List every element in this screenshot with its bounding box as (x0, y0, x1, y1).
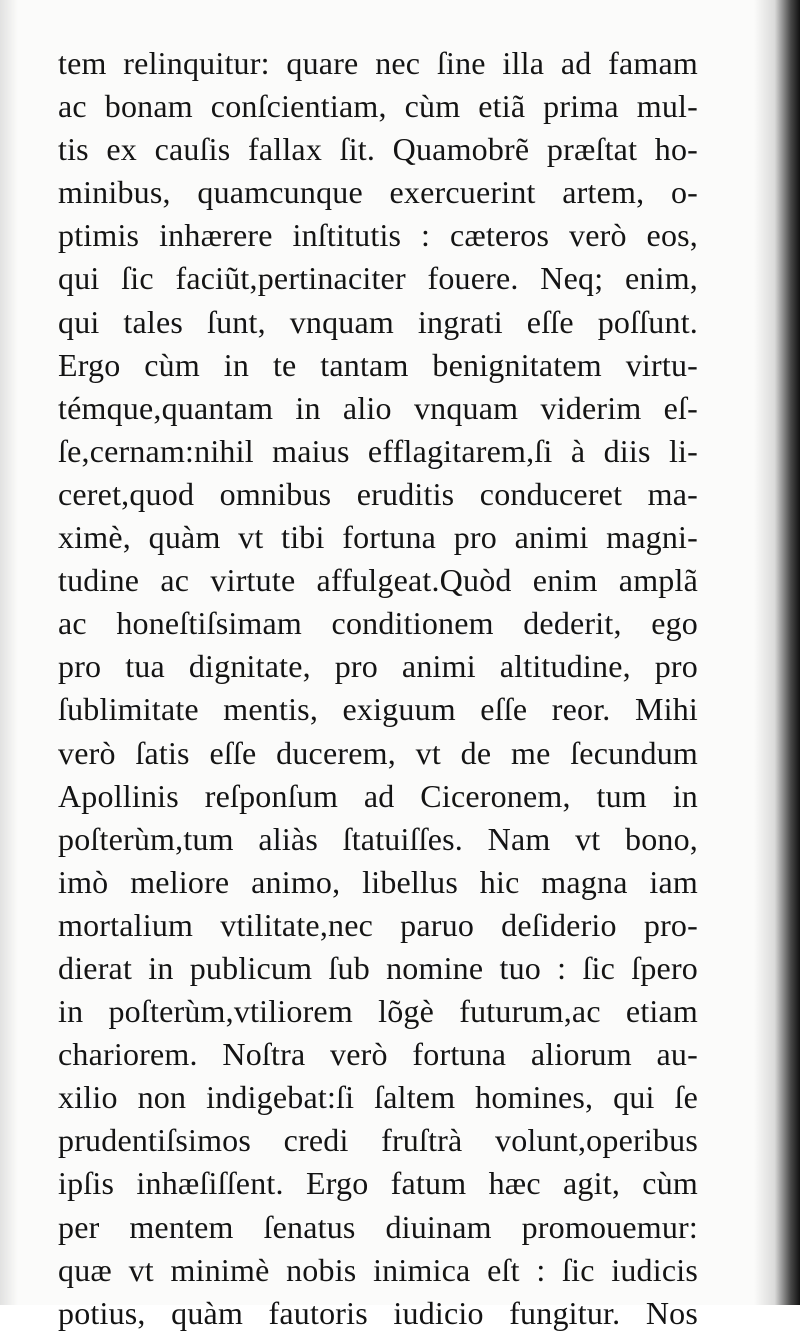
text-line: ac bonam conſcientiam, cùm etiã prima mul- (58, 88, 698, 125)
text-line: imò meliore animo, libellus hic magna iam (58, 863, 698, 900)
text-line: Apollinis reſponſum ad Ciceronem, tum in (58, 777, 698, 814)
latin-text-block (58, 42, 698, 1335)
text-line: ximè, quàm vt tibi fortuna pro animi magni- (58, 519, 698, 556)
text-line: témque,quantam in alio vnquam viderim eſ- (58, 389, 698, 426)
text-line: verò ſatis eſſe ducerem, vt de me ſecundum (58, 734, 698, 771)
text-line: per mentem ſenatus diuinam promouemur: (58, 1208, 698, 1245)
text-line: potius, quàm fautoris iudicio fungitur. Nos (58, 1294, 698, 1331)
text-line: in poſterùm,vtiliorem lõgè futurum,ac etiam (58, 993, 698, 1030)
text-line: ipſis inhæſiſſent. Ergo fatum hæc agit, cùm (58, 1165, 698, 1202)
text-line: qui ſic faciũt,pertinaciter fouere. Neq; enim, (58, 260, 698, 297)
binding-gutter-shadow (754, 0, 800, 1305)
page-left-edge (0, 0, 18, 1305)
text-line: mortalium vtilitate,nec paruo deſiderio pro- (58, 906, 698, 943)
text-line: xilio non indigebat:ſi ſaltem homines, qui ſe (58, 1079, 698, 1116)
text-line: ſe,cernam:nihil maius efflagitarem,ſi à diis li- (58, 432, 698, 469)
text-line: poſterùm,tum aliàs ſtatuiſſes. Nam vt bono, (58, 820, 698, 857)
text-line: chariorem. Noſtra verò fortuna aliorum au- (58, 1036, 698, 1073)
text-line: pro tua dignitate, pro animi altitudine, pro (58, 648, 698, 685)
text-line: ſublimitate mentis, exiguum eſſe reor. Mihi (58, 691, 698, 728)
text-line: qui tales ſunt, vnquam ingrati eſſe poſſunt. (58, 303, 698, 340)
text-line: ceret,quod omnibus eruditis conduceret ma- (58, 475, 698, 512)
text-line: tis ex cauſis fallax ſit. Quamobrẽ præſtat ho- (58, 131, 698, 168)
text-line: ac honeſtiſsimam conditionem dederit, ego (58, 605, 698, 642)
text-line: tudine ac virtute affulgeat.Quòd enim amplã (58, 562, 698, 599)
text-line: ptimis inhærere inſtitutis : cæteros verò eos, (58, 217, 698, 254)
text-line: prudentiſsimos credi fruſtrà volunt,operibus (58, 1122, 698, 1159)
text-line: dierat in publicum ſub nomine tuo : ſic ſpero (58, 949, 698, 986)
text-line: tem relinquitur: quare nec ſine illa ad famam (58, 45, 698, 81)
text-line: quæ vt minimè nobis inimica eſt : ſic iudicis (58, 1251, 698, 1288)
text-line: minibus, quamcunque exercuerint artem, o- (58, 174, 698, 211)
text-line: Ergo cùm in te tantam benignitatem virtu- (58, 346, 698, 383)
